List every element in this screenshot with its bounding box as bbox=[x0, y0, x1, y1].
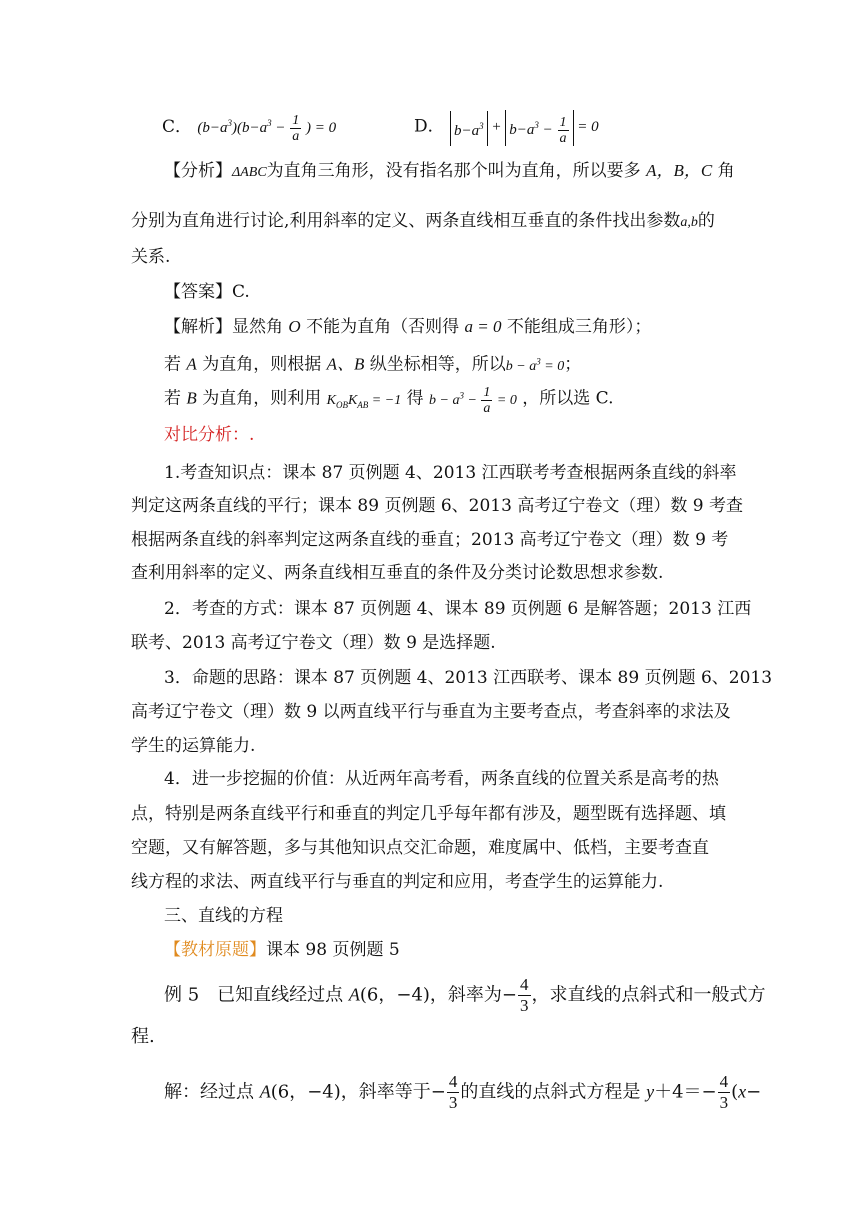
analysis-label: 【分析】 bbox=[164, 161, 232, 181]
solution-line-3: 若 B 为直角，则利用 $K_{OB}K_{AB} = -1$ 得 $b - a^3$ − $\frac{1}{a}$ = 0 ，所以选 C. bbox=[164, 384, 614, 416]
point-line: 学生的运算能力. bbox=[131, 736, 256, 756]
solve-fraction-2: $\frac{4}{3}$ bbox=[719, 1072, 729, 1112]
point-line: 线方程的求法、两直线平行与垂直的判定和应用，考查学生的运算能力. bbox=[131, 872, 664, 892]
original-problem-line: 【教材原题】课本 98 页例题 5 bbox=[164, 940, 400, 960]
solve-line-1: 解：经过点 A(6，−4)，斜率等于− $\frac{4}{3}$ 的直线的点斜式方程是 y＋4＝− $\frac{4}{3}$ (x− bbox=[164, 1072, 762, 1112]
point-line: 2．考查的方式：课本 87 页例题 4、课本 89 页例题 6 是解答题；2013 江西 bbox=[164, 599, 752, 619]
option-d-fraction: $\frac{1}{a}$ bbox=[559, 115, 567, 147]
point-line: 联考、2013 高考辽宁卷文（理）数 9 是选择题. bbox=[131, 633, 496, 653]
option-c-fraction: $\frac{1}{a}$ bbox=[292, 113, 300, 145]
analysis-line-3: 关系. bbox=[131, 247, 171, 267]
analysis-line-1: 【分析】ΔABC为直角三角形，没有指名那个叫为直角，所以要多 A，B，C 角 bbox=[164, 161, 735, 181]
answer-line bbox=[164, 279, 250, 305]
option-d bbox=[414, 110, 599, 146]
section-title: 三、直线的方程 bbox=[164, 906, 283, 926]
example-fraction: $\frac{4}{3}$ bbox=[520, 975, 529, 1015]
answer-value: C. bbox=[232, 282, 250, 302]
solution-line-2: 若 A 为直角，则根据 A、B 纵坐标相等，所以$b - a^3 = 0$； bbox=[164, 354, 582, 375]
point-line: 1.考查知识点：课本 87 页例题 4、2013 江西联考考查根据两条直线的斜率 bbox=[164, 463, 737, 483]
example-line-2: 程. bbox=[131, 1026, 155, 1047]
point-line: 判定这两条直线的平行；课本 89 页例题 6、2013 高考辽宁卷文（理）数 9 考查 bbox=[131, 496, 743, 516]
solution-label: 【解析】 bbox=[164, 317, 232, 337]
point-line: 高考辽宁卷文（理）数 9 以两直线平行与垂直为主要考查点，考查斜率的求法及 bbox=[131, 702, 731, 722]
point-line: 4．进一步挖掘的价值：从近两年高考看，两条直线的位置关系是高考的热 bbox=[164, 769, 719, 789]
solve-fraction-1: $\frac{4}{3}$ bbox=[448, 1072, 458, 1112]
option-d-formula: $b-a^3 + b-a^3$ − $\frac{1}{a}$ = 0 bbox=[450, 119, 599, 135]
option-c-label: C． bbox=[162, 117, 193, 137]
analysis-line-2: 分别为直角进行讨论,利用斜率的定义、两条直线相互垂直的条件找出参数a,b的 bbox=[131, 211, 715, 231]
option-c-formula: $(b-a^3)(b-a^3$ − $\frac{1}{a}$ ) = 0 bbox=[197, 113, 337, 145]
original-problem-label: 【教材原题】 bbox=[164, 940, 266, 960]
point-line: 查利用斜率的定义、两条直线相互垂直的条件及分类讨论数思想求参数. bbox=[131, 563, 664, 583]
example-line-1: 例 5 已知直线经过点 A(6，−4)，斜率为− $\frac{4}{3}$ ，求直线的点斜式和一般式方 bbox=[164, 975, 766, 1015]
option-c bbox=[162, 110, 336, 144]
compare-heading: 对比分析：. bbox=[164, 425, 255, 445]
option-d-label: D． bbox=[414, 116, 445, 137]
point-line: 点，特别是两条直线平行和垂直的判定几乎每年都有涉及，题型既有选择题、填 bbox=[131, 804, 726, 824]
solution-fraction: $\frac{1}{a}$ bbox=[483, 384, 491, 416]
point-line: 空题，又有解答题，多与其他知识点交汇命题，难度属中、低档，主要考查直 bbox=[131, 838, 709, 858]
point-line: 根据两条直线的斜率判定这两条直线的垂直；2013 高考辽宁卷文（理）数 9 考 bbox=[131, 530, 729, 550]
answer-label: 【答案】 bbox=[164, 282, 232, 302]
solution-line-1: 【解析】显然角 O 不能为直角（否则得 a = 0 不能组成三角形）； bbox=[164, 317, 652, 337]
point-line: 3．命题的思路：课本 87 页例题 4、2013 江西联考、课本 89 页例题 6、2013 bbox=[164, 668, 773, 688]
